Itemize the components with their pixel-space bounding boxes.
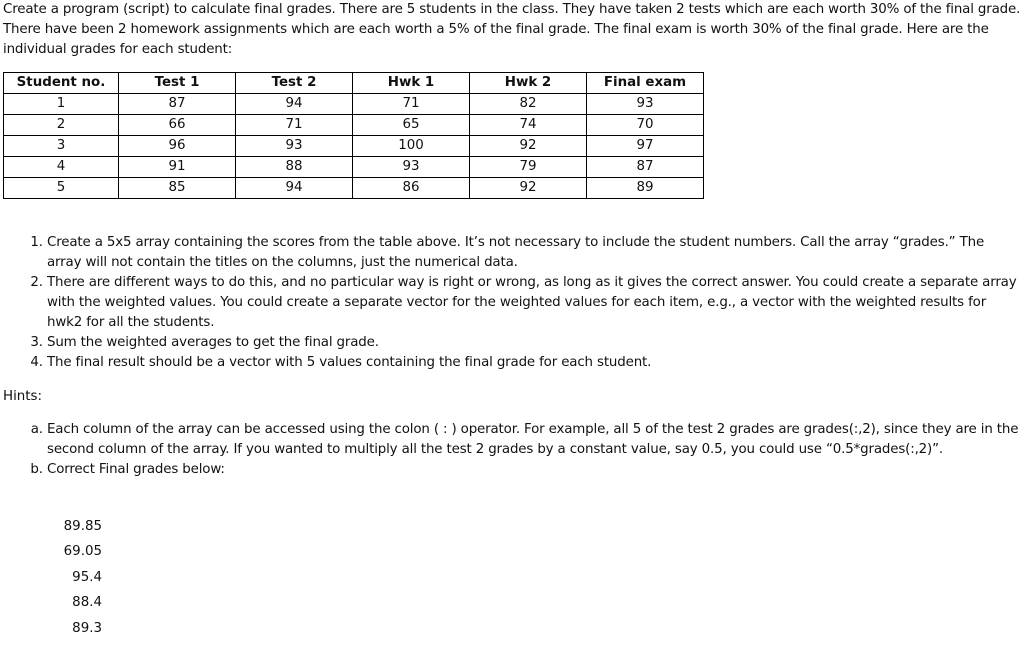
table-row (4, 157, 704, 178)
task-item: 2. There are different ways to do this, and no particular way is right or wrong, as long as it gives the correct answer. You could create a separate array with the weighted values. You could create a separate vector for the weighted values for each item, e.g., a vector with the weighted results for hwk2 for all the students. (47, 273, 1022, 333)
table-cell: 87 (587, 157, 704, 178)
hints-list (0, 420, 1022, 480)
header-test-1: Test 1 (119, 73, 236, 94)
hint-item: b. Correct Final grades below: (47, 460, 1022, 480)
table-cell: 5 (4, 178, 119, 199)
header-hwk-1: Hwk 1 (353, 73, 470, 94)
final-grade-value: 89.3 (72, 620, 102, 636)
header-test-2: Test 2 (236, 73, 353, 94)
task-item: 4. The final result should be a vector with 5 values containing the final grade for each student. (47, 353, 1022, 373)
table-cell: 66 (119, 115, 236, 136)
final-grade-value: 95.4 (72, 569, 102, 585)
header-final-exam: Final exam (587, 73, 704, 94)
table-cell: 93 (236, 136, 353, 157)
table-cell: 82 (470, 94, 587, 115)
table-cell: 4 (4, 157, 119, 178)
table-cell: 89 (587, 178, 704, 199)
table-cell: 3 (4, 136, 119, 157)
table-cell: 1 (4, 94, 119, 115)
table-cell: 94 (236, 94, 353, 115)
table-cell: 70 (587, 115, 704, 136)
table-cell: 71 (353, 94, 470, 115)
table-cell: 2 (4, 115, 119, 136)
table-cell: 93 (353, 157, 470, 178)
grades-table (3, 72, 704, 199)
table-cell: 100 (353, 136, 470, 157)
table-cell: 71 (236, 115, 353, 136)
table-cell: 94 (236, 178, 353, 199)
header-student-no: Student no. (4, 73, 119, 94)
hint-item: a. Each column of the array can be accessed using the colon ( : ) operator. For example, all 5 of the test 2 grades are grades(:,2), since they are in the second column of the array. If you wanted to multiply all the test 2 grades by a constant value, say 0.5, you could use “0.5*grades(:,2)”. (47, 420, 1022, 460)
task-item: 3. Sum the weighted averages to get the final grade. (47, 333, 1022, 353)
table-cell: 74 (470, 115, 587, 136)
hints-label: Hints: (3, 389, 43, 404)
table-cell: 91 (119, 157, 236, 178)
table-row (4, 136, 704, 157)
table-cell: 86 (353, 178, 470, 199)
table-cell: 97 (587, 136, 704, 157)
table-cell: 93 (587, 94, 704, 115)
task-list (0, 233, 1022, 373)
table-row (4, 115, 704, 136)
table-row (4, 178, 704, 199)
final-grade-value: 88.4 (72, 595, 102, 611)
table-cell: 79 (470, 157, 587, 178)
table-cell: 92 (470, 178, 587, 199)
final-grade-value: 89.85 (63, 519, 102, 534)
table-row (4, 94, 704, 115)
final-grade-value: 69.05 (63, 544, 102, 560)
table-header-row (4, 73, 704, 94)
table-cell: 88 (236, 157, 353, 178)
table-cell: 92 (470, 136, 587, 157)
final-grades-list (62, 517, 102, 644)
table-cell: 85 (119, 178, 236, 199)
task-item: 1. Create a 5x5 array containing the scores from the table above. It’s not necessary to include the student numbers. Call the array “grades.” The array will not contain the titles on the columns, just the numerical data. (47, 233, 1022, 273)
table-cell: 87 (119, 94, 236, 115)
table-cell: 65 (353, 115, 470, 136)
table-cell: 96 (119, 136, 236, 157)
header-hwk-2: Hwk 2 (470, 73, 587, 94)
intro-paragraph: Create a program (script) to calculate final grades. There are 5 students in the class. They have taken 2 tests which are each worth 30% of the final grade. There have been 2 homework assignments which are each worth a 5% of the final grade. The final exam is worth 30% of the final grade. Here are the individual grades for each student: (3, 2, 1021, 57)
